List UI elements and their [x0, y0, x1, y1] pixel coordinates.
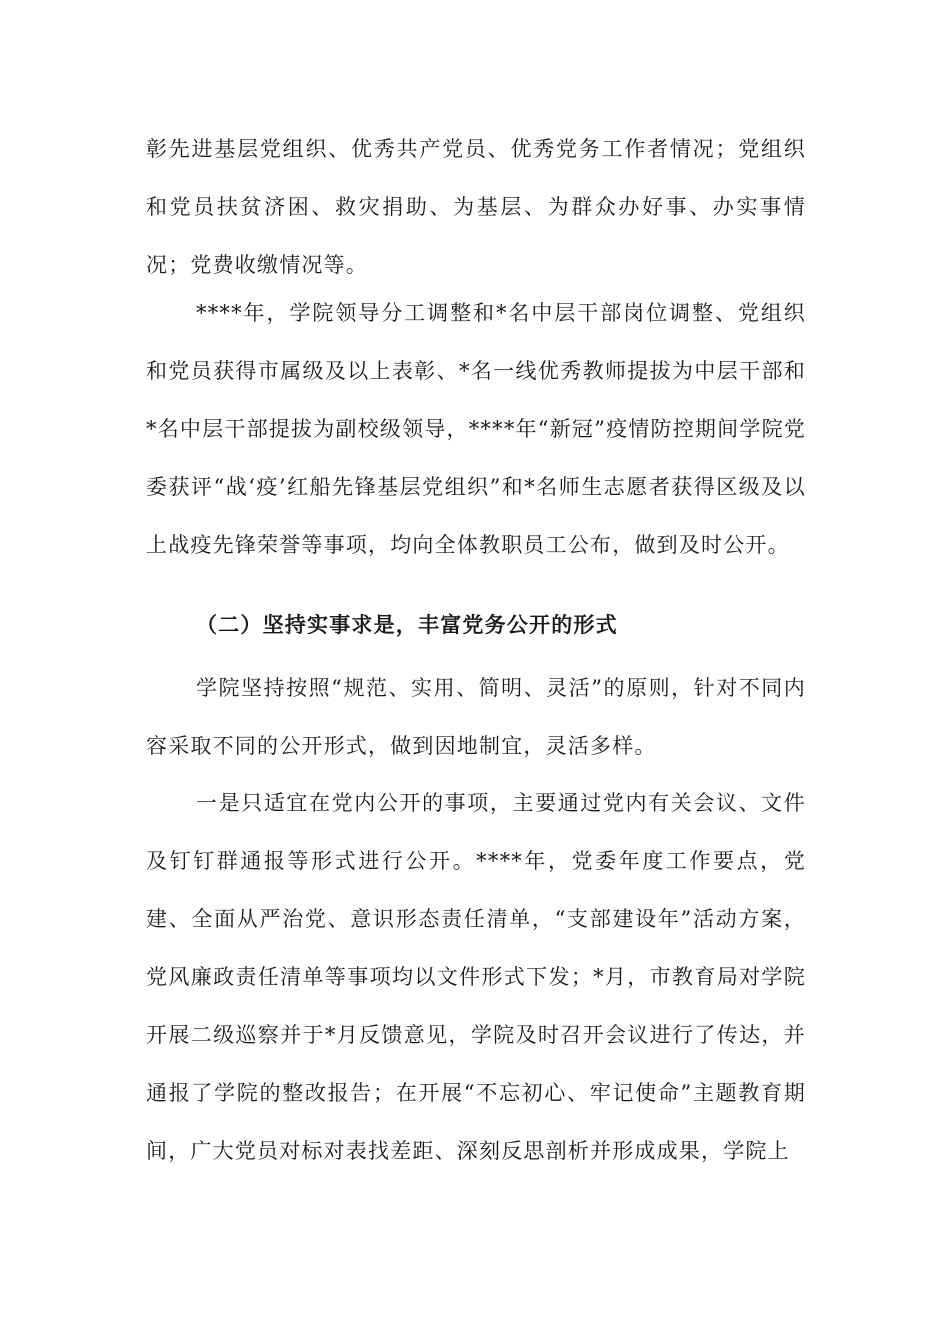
paragraph-announcements: ****年，学院领导分工调整和*名中层干部岗位调整、党组织和党员获得市属级及以上表彰、*名一线优秀教师提拔为中层干部和*名中层干部提拔为副校级领导，****年“新冠”疫情防控期间学院党委获评“战‘疫’红船先锋基层党组织”和*名师生志愿者获得区级及以上战疫先锋荣誉等事项，均向全体教职员工公布，做到及时公开。: [146, 301, 806, 557]
paragraph-principles: 学院坚持按照“规范、实用、简明、灵活”的原则，针对不同内容采取不同的公开形式，做到因地制宜，灵活多样。: [146, 676, 806, 758]
paragraph-internal-disclosure: 一是只适宜在党内公开的事项，主要通过党内有关会议、文件及钉钉群通报等形式进行公开。****年，党委年度工作要点，党建、全面从严治党、意识形态责任清单，“支部建设年”活动方案，党风廉政责任清单等事项均以文件形式下发；*月，市教育局对学院开展二级巡察并于*月反馈意见，学院及时召开会议进行了传达，并通报了学院的整改报告；在开展“不忘初心、牢记使命”主题教育期间，广大党员对标对表找差距、深刻反思剖析并形成成果，学院上: [146, 791, 806, 1163]
section-heading: （二）坚持实事求是，丰富党务公开的形式: [196, 612, 618, 637]
paragraph-continued: 彰先进基层党组织、优秀共产党员、优秀党务工作者情况；党组织和党员扶贫济困、救灾捐助、为基层、为群众办好事、办实事情况；党费收缴情况等。: [146, 137, 806, 277]
